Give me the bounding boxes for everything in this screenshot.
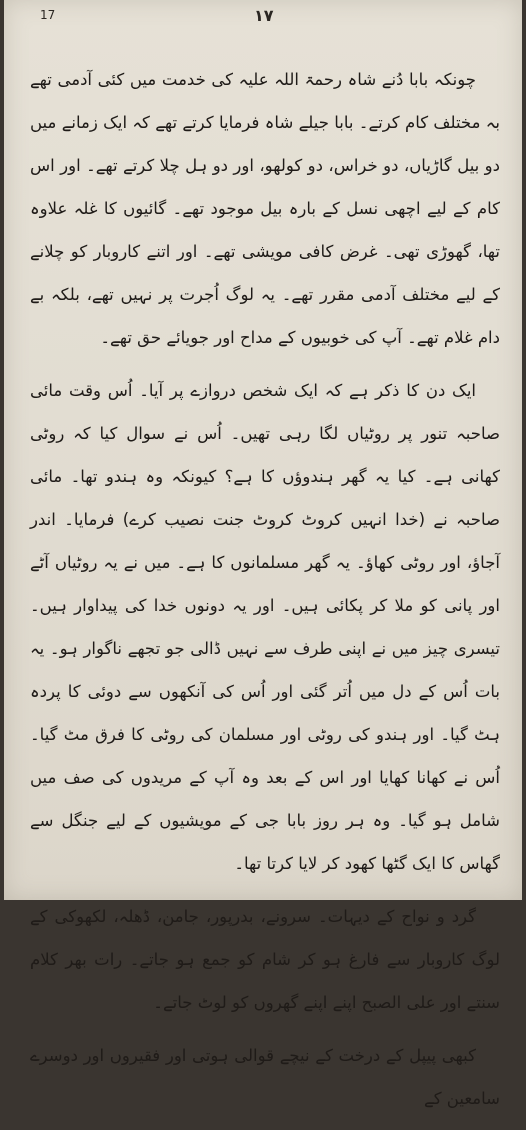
page-number-urdu: ١٧	[254, 6, 274, 25]
paragraph: گرد و نواح کے دیہات۔ سرونے، بدرپور، جامن، ڈھلہ، لکھوکی کے لوگ کاروبار سے فارغ ہو کر شام کو جمع ہو جاتے۔ رات بھر کلام سنتے اور علی الصبح اپنے اپنے گھروں کو لوٹ جاتے۔	[30, 907, 500, 1012]
paragraph: کبھی پیپل کے درخت کے نیچے قوالی ہوتی اور فقیروں اور دوسرے سامعین کے	[30, 1046, 500, 1108]
paragraph: چونکہ بابا دُنے شاہ رحمۃ اللہ علیہ کی خدمت میں کئی آدمی تھے بہ مختلف کام کرتے۔ بابا جیلے شاہ فرمایا کرتے تھے کہ ایک زمانے میں دو بیل گاڑیاں، دو خراس، دو کولھو، اور دو ہل چلا کرتے تھے۔ اور اس کام کے لیے اچھی نسل کے بارہ بیل موجود تھے۔ گائیوں کا غلہ علاوہ تھا، گھوڑی تھی۔ غرض کافی مویشی تھے۔ اور اتنے کاروبار کو چلانے کے لیے مختلف آدمی مقرر تھے۔ یہ لوگ اُجرت پر نہیں تھے، بلکہ بے دام غلام تھے۔ آپ کی خوبیوں کے مداح اور جویائے حق تھے۔	[30, 70, 500, 347]
body-text	[30, 58, 500, 1130]
book-page	[4, 0, 522, 1108]
page-number-latin: 17	[40, 8, 56, 22]
paragraph: ایک دن کا ذکر ہے کہ ایک شخص دروازے پر آیا۔ اُس وقت مائی صاحبہ تنور پر روٹیاں لگا رہی تھیں۔ اُس نے سوال کیا کہ روٹی کھانی ہے۔ کیا یہ گھر ہندوؤں کا ہے؟ کیونکہ وہ ہندو تھا۔ مائی صاحبہ نے (خدا انہیں کروٹ کروٹ جنت نصیب کرے) فرمایا۔ اندر آجاؤ، اور روٹی کھاؤ۔ یہ گھر مسلمانوں کا ہے۔ میں نے یہ روٹیاں آٹے اور پانی کو ملا کر پکائی ہیں۔ اور یہ دونوں خدا کی پیداوار ہیں۔ تیسری چیز میں نے اپنی طرف سے نہیں ڈالی جو تجھے ناگوار ہو۔ یہ بات اُس کے دل میں اُتر گئی اور اُس کی آنکھوں سے دوئی کا پردہ ہٹ گیا۔ اور ہندو کی روٹی اور مسلمان کی روٹی کا فرق مٹ گیا۔ اُس نے کھانا کھایا اور اس کے بعد وہ آپ کے مریدوں کی صف میں شامل ہو گیا۔ وہ ہر روز بابا جی کے مویشیوں کے لیے جنگل سے گھاس کا ایک گٹھا کھود کر لایا کرتا تھا۔	[30, 381, 500, 873]
